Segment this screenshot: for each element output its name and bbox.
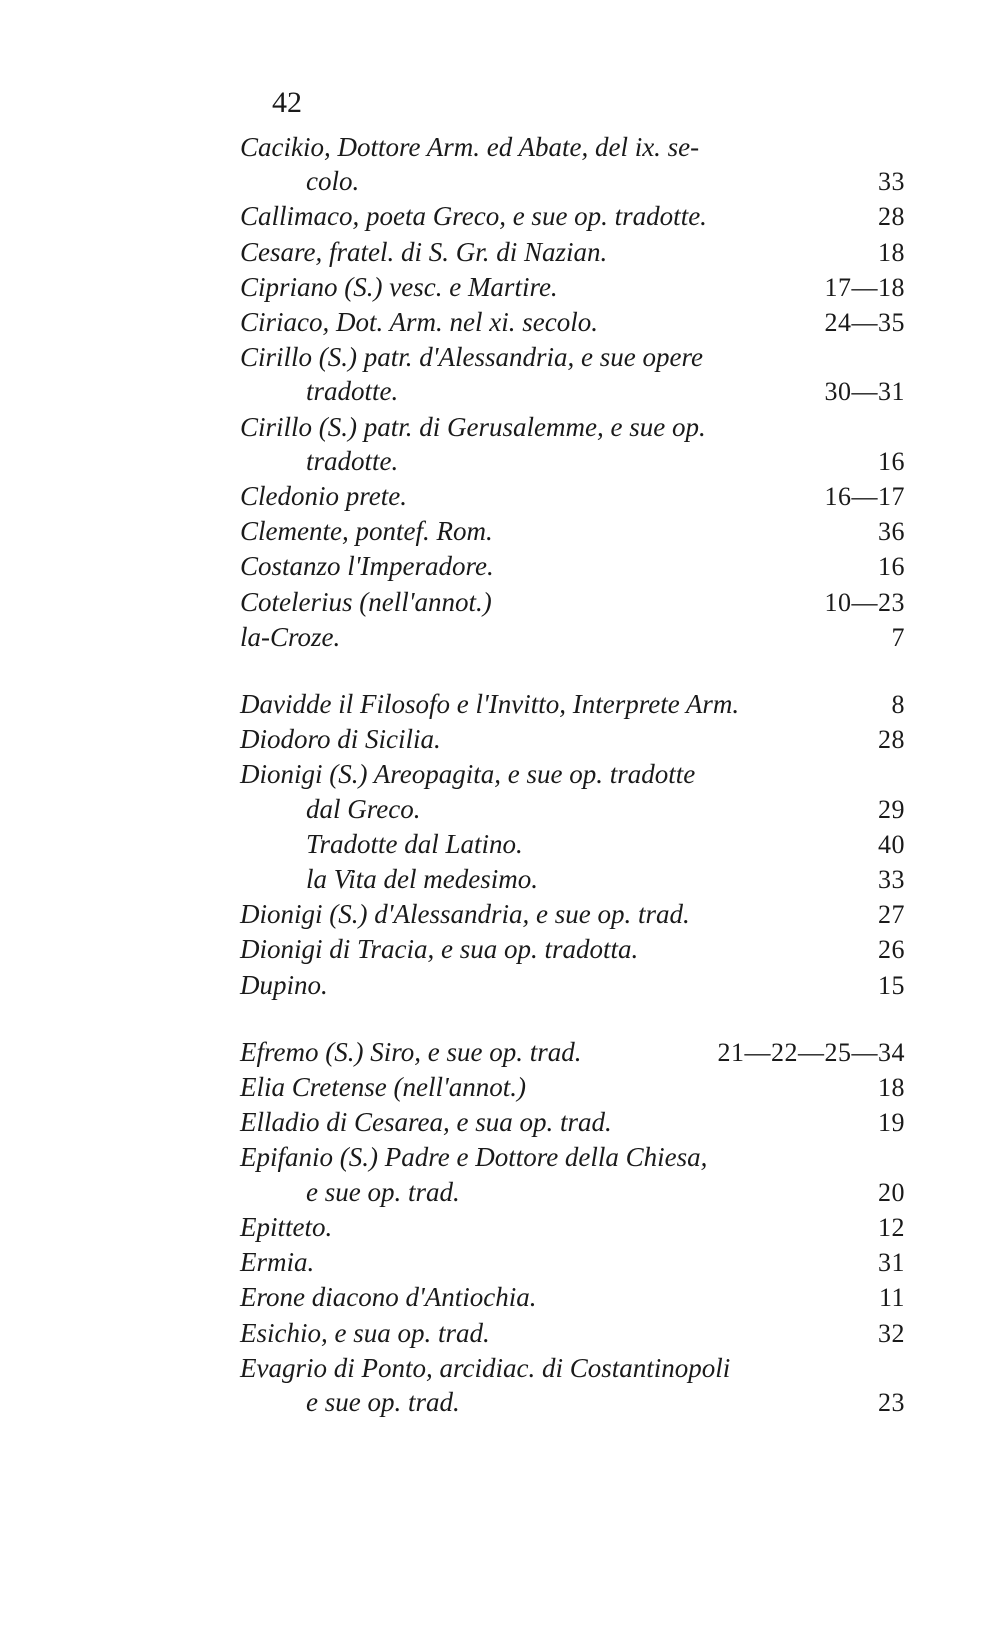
entry-page-numbers: 28 bbox=[878, 202, 905, 232]
entry-text: Cotelerius (nell'annot.) bbox=[240, 586, 492, 617]
entry-page-numbers: 12 bbox=[878, 1212, 905, 1242]
entry-line bbox=[240, 620, 905, 655]
index-entry bbox=[240, 585, 905, 620]
entry-text: Evagrio di Ponto, arcidiac. di Costantinopoli bbox=[240, 1352, 731, 1383]
entry-line bbox=[240, 1175, 905, 1210]
entry-text: Cacikio, Dottore Arm. ed Abate, del ix. se- bbox=[240, 132, 700, 162]
entry-page-numbers: 32 bbox=[878, 1318, 905, 1348]
entry-text: Dionigi di Tracia, e sua op. tradotta. bbox=[240, 934, 639, 965]
entry-page-numbers: 23 bbox=[878, 1387, 905, 1417]
entry-text: Diodoro di Sicilia. bbox=[240, 724, 441, 755]
entry-text: Cesare, fratel. di S. Gr. di Nazian. bbox=[240, 236, 608, 267]
entry-text: Ermia. bbox=[240, 1247, 315, 1278]
page-number: 42 bbox=[272, 86, 302, 119]
index-entry bbox=[240, 199, 905, 234]
entry-text: Epifanio (S.) Padre e Dottore della Chiesa, bbox=[240, 1142, 708, 1173]
index-entry bbox=[240, 1316, 905, 1351]
entry-text: e sue op. trad. bbox=[306, 1176, 460, 1207]
entry-line bbox=[240, 1351, 905, 1385]
index-entry bbox=[240, 932, 905, 967]
entry-line bbox=[240, 1245, 905, 1280]
entry-page-numbers: 16 bbox=[878, 446, 905, 476]
index-entry bbox=[240, 968, 905, 1003]
index-entry bbox=[240, 130, 905, 199]
entry-line bbox=[240, 130, 905, 164]
entry-text: colo. bbox=[306, 166, 360, 197]
entry-line bbox=[240, 862, 905, 897]
entry-line bbox=[240, 444, 905, 479]
entry-line bbox=[240, 305, 905, 340]
entry-page-numbers: 27 bbox=[878, 900, 905, 930]
index-entry bbox=[240, 687, 905, 722]
entry-line bbox=[240, 374, 905, 409]
index-entry bbox=[240, 1280, 905, 1315]
entry-line bbox=[240, 199, 905, 234]
entry-text: Callimaco, poeta Greco, e sue op. tradotte. bbox=[240, 201, 707, 232]
entry-page-numbers: 28 bbox=[878, 725, 905, 755]
entry-page-numbers: 17—18 bbox=[824, 272, 905, 302]
entry-line bbox=[240, 514, 905, 549]
entry-line bbox=[240, 410, 905, 444]
entry-text: Cipriano (S.) vesc. e Martire. bbox=[240, 271, 558, 302]
entry-text: Erone diacono d'Antiochia. bbox=[240, 1282, 537, 1313]
index-entry bbox=[240, 410, 905, 479]
index-entry bbox=[240, 1210, 905, 1245]
index-entry bbox=[240, 235, 905, 270]
index-entry bbox=[240, 305, 905, 340]
entry-page-numbers: 20 bbox=[878, 1177, 905, 1207]
index-entry bbox=[240, 1105, 905, 1140]
entry-line bbox=[240, 479, 905, 514]
entry-page-numbers: 36 bbox=[878, 517, 905, 547]
index-entry bbox=[240, 479, 905, 514]
entry-line bbox=[240, 1316, 905, 1351]
entry-text: la Vita del medesimo. bbox=[306, 864, 538, 895]
entry-line bbox=[240, 270, 905, 305]
entry-text: Davidde il Filosofo e l'Invitto, Interprete Arm. bbox=[240, 689, 740, 720]
entry-page-numbers: 7 bbox=[891, 622, 905, 652]
entry-line bbox=[240, 549, 905, 584]
entry-text: Dionigi (S.) Areopagita, e sue op. tradotte bbox=[240, 759, 696, 790]
entry-line bbox=[240, 1070, 905, 1105]
entry-line bbox=[240, 792, 905, 827]
entry-line bbox=[240, 1140, 905, 1174]
entry-page-numbers: 11 bbox=[878, 1283, 905, 1313]
entry-line bbox=[240, 722, 905, 757]
index-entry bbox=[240, 340, 905, 409]
entry-text: Efremo (S.) Siro, e sue op. trad. bbox=[240, 1036, 582, 1067]
entry-page-numbers: 30—31 bbox=[824, 377, 905, 407]
entry-page-numbers: 29 bbox=[878, 794, 905, 824]
entry-text: Cledonio prete. bbox=[240, 481, 407, 512]
entry-page-numbers: 18 bbox=[878, 237, 905, 267]
entry-text: Cirillo (S.) patr. d'Alessandria, e sue opere bbox=[240, 342, 703, 373]
entry-page-numbers: 16—17 bbox=[824, 482, 905, 512]
entry-page-numbers: 15 bbox=[878, 970, 905, 1000]
entry-text: Epitteto. bbox=[240, 1211, 333, 1242]
entry-page-numbers: 18 bbox=[878, 1073, 905, 1103]
entry-page-numbers: 33 bbox=[878, 865, 905, 895]
index-entry bbox=[240, 514, 905, 549]
entry-line bbox=[240, 827, 905, 862]
index-section bbox=[240, 130, 905, 655]
index-entry bbox=[240, 270, 905, 305]
index-entry bbox=[240, 1140, 905, 1209]
index-section bbox=[240, 687, 905, 1003]
entry-page-numbers: 8 bbox=[891, 690, 905, 720]
entry-text: Cirillo (S.) patr. di Gerusalemme, e sue op. bbox=[240, 411, 706, 442]
entry-page-numbers: 10—23 bbox=[824, 587, 905, 617]
entry-text: Esichio, e sua op. trad. bbox=[240, 1317, 490, 1348]
index-entry bbox=[240, 549, 905, 584]
entry-text: Costanzo l'Imperadore. bbox=[240, 551, 494, 582]
entry-line bbox=[240, 164, 905, 199]
index-entry bbox=[240, 1070, 905, 1105]
entry-line bbox=[240, 932, 905, 967]
entry-text: la-Croze. bbox=[240, 621, 341, 652]
entry-line bbox=[240, 897, 905, 932]
index-entry bbox=[240, 1245, 905, 1280]
index-entry bbox=[240, 620, 905, 655]
entry-text: Elladio di Cesarea, e sua op. trad. bbox=[240, 1107, 612, 1138]
entry-page-numbers: 16 bbox=[878, 552, 905, 582]
entry-page-numbers: 31 bbox=[878, 1248, 905, 1278]
entry-line bbox=[240, 687, 905, 722]
entry-line bbox=[240, 757, 905, 791]
entry-line bbox=[240, 235, 905, 270]
index-list bbox=[240, 130, 905, 1452]
entry-page-numbers: 21—22—25—34 bbox=[717, 1037, 905, 1067]
entry-text: dal Greco. bbox=[306, 793, 421, 824]
entry-line bbox=[240, 968, 905, 1003]
index-entry bbox=[240, 722, 905, 757]
entry-text: Ciriaco, Dot. Arm. nel xi. secolo. bbox=[240, 307, 598, 338]
entry-text: e sue op. trad. bbox=[306, 1386, 460, 1417]
entry-page-numbers: 19 bbox=[878, 1108, 905, 1138]
entry-page-numbers: 26 bbox=[878, 935, 905, 965]
entry-text: Clemente, pontef. Rom. bbox=[240, 516, 493, 547]
entry-page-numbers: 33 bbox=[878, 167, 905, 197]
entry-line bbox=[240, 1035, 905, 1070]
index-entry bbox=[240, 1035, 905, 1070]
entry-text: Dionigi (S.) d'Alessandria, e sue op. trad. bbox=[240, 899, 690, 930]
entry-text: tradotte. bbox=[306, 376, 399, 407]
entry-page-numbers: 40 bbox=[878, 829, 905, 859]
index-section bbox=[240, 1035, 905, 1420]
entry-page-numbers: 24—35 bbox=[824, 308, 905, 338]
index-entry bbox=[240, 1351, 905, 1420]
entry-line bbox=[240, 1105, 905, 1140]
entry-text: Dupino. bbox=[240, 969, 328, 1000]
entry-line bbox=[240, 1385, 905, 1420]
index-entry bbox=[240, 757, 905, 897]
entry-line bbox=[240, 1280, 905, 1315]
index-entry bbox=[240, 897, 905, 932]
entry-line bbox=[240, 340, 905, 374]
entry-line bbox=[240, 1210, 905, 1245]
entry-text: Elia Cretense (nell'annot.) bbox=[240, 1072, 526, 1103]
entry-text: Tradotte dal Latino. bbox=[306, 828, 523, 859]
entry-line bbox=[240, 585, 905, 620]
entry-text: tradotte. bbox=[306, 445, 399, 476]
